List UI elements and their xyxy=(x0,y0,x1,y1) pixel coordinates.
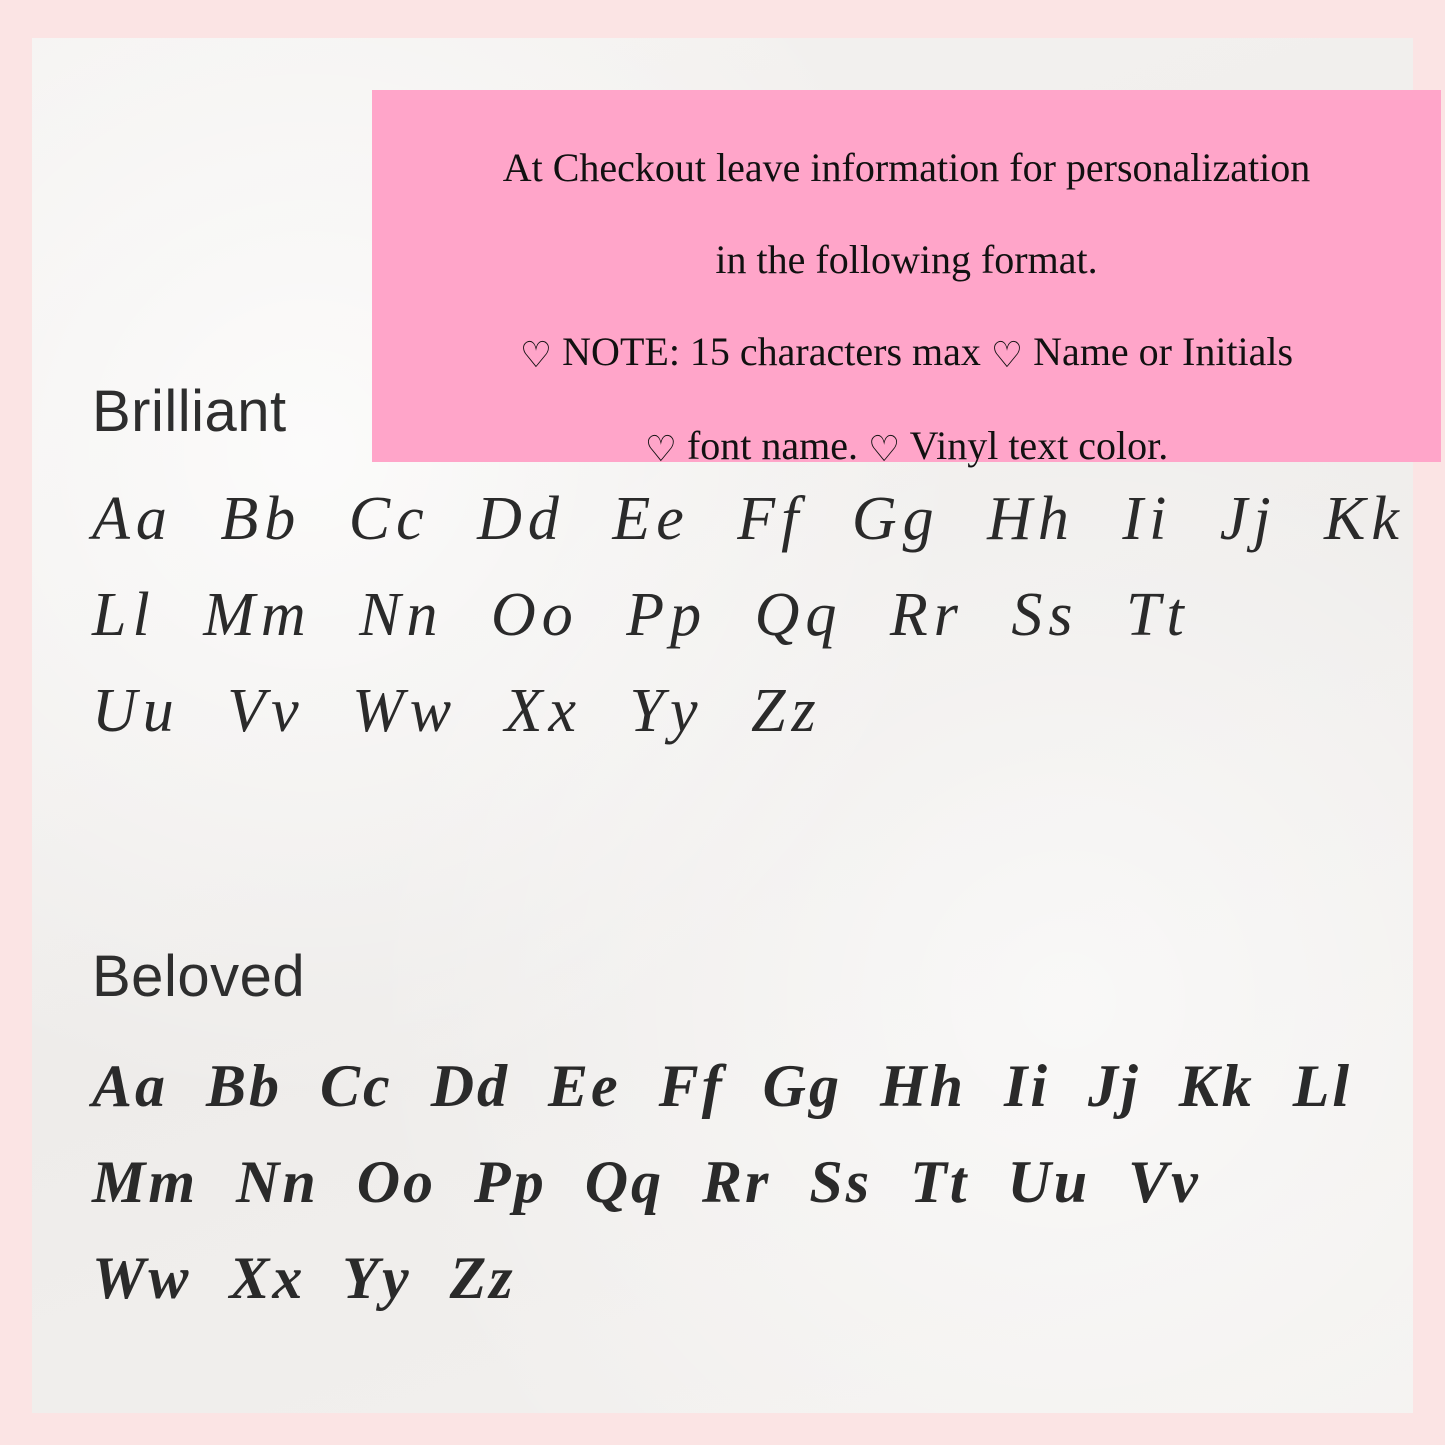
font-sample-beloved xyxy=(32,943,1413,1326)
banner-line-4-font: font name. xyxy=(686,423,859,468)
heart-icon: ♡ xyxy=(868,429,901,470)
banner-line-2: in the following format. xyxy=(715,237,1098,282)
alphabet-row: Ll Mm Nn Oo Pp Qq Rr Ss Tt xyxy=(92,581,1190,650)
banner-line-3-note: NOTE: 15 characters max xyxy=(562,329,981,374)
heart-icon: ♡ xyxy=(990,335,1024,376)
alphabet-rows-beloved xyxy=(32,1038,1413,1326)
heart-icon: ♡ xyxy=(644,429,677,470)
font-name-brilliant: Brilliant xyxy=(92,379,287,444)
heart-icon: ♡ xyxy=(519,335,553,376)
banner-line-4-color: Vinyl text color. xyxy=(909,423,1169,468)
font-name-beloved: Beloved xyxy=(92,944,306,1009)
alphabet-row: Ww Xx Yy Zz xyxy=(92,1245,516,1311)
banner-line-3-name: Name or Initials xyxy=(1033,329,1294,374)
alphabet-rows-brilliant xyxy=(32,471,1413,759)
banner-line-1: At Checkout leave information for personalization xyxy=(502,145,1311,190)
banner-line-3 xyxy=(402,329,1411,376)
alphabet-row: Mm Nn Oo Pp Qq Rr Ss Tt Uu Vv xyxy=(92,1149,1201,1215)
alphabet-row: Aa Bb Cc Dd Ee Ff Gg Hh Ii Jj Kk xyxy=(92,485,1405,553)
alphabet-row: Uu Vv Ww Xx Yy Zz xyxy=(92,677,822,746)
alphabet-row: Aa Bb Cc Dd Ee Ff Gg Hh Ii Jj Kk Ll xyxy=(92,1053,1353,1119)
font-sample-brilliant xyxy=(32,378,1413,759)
font-sample-card xyxy=(32,38,1413,1413)
